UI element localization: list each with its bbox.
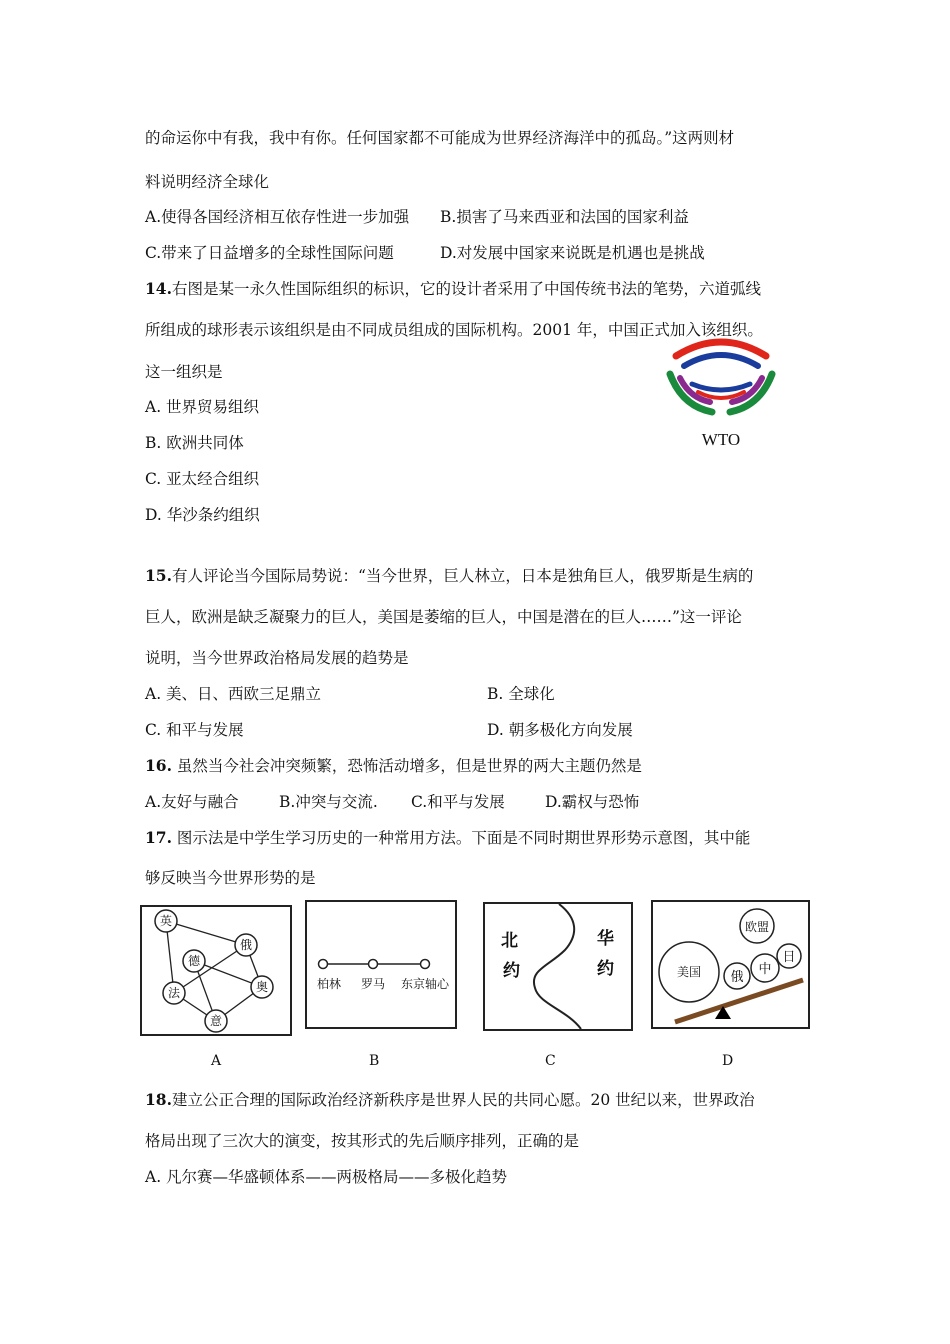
q17-stem-text-1: 图示法是中学生学习历史的一种常用方法。下面是不同时期世界形势示意图，其中能 [171, 829, 751, 847]
figure-a-node-austria: 奥 [255, 980, 269, 994]
q16-option-d: D.霸权与恐怖 [545, 793, 640, 811]
q16-option-c: C.和平与发展 [411, 793, 505, 811]
figure-a [140, 905, 292, 1036]
q18-stem-text-1: 建立公正合理的国际政治经济新秩序是世界人民的共同心愿。20 世纪以来，世界政治 [171, 1091, 755, 1109]
q15-option-b: B. 全球化 [487, 685, 555, 703]
q14-number: 14. [145, 279, 172, 298]
figure-b-tokyo-axis: 东京轴心 [400, 977, 450, 991]
q15-option-d: D. 朝多极化方向发展 [487, 721, 633, 739]
figure-c-label: C [545, 1053, 556, 1069]
figure-d-usa: 美国 [676, 965, 702, 979]
q15-stem-line-1 [145, 564, 753, 586]
q14-stem-line-2: 所组成的球形表示该组织是由不同成员组成的国际机构。2001 年，中国正式加入该组织。 [145, 321, 763, 339]
q16-option-a: A.友好与融合 [145, 793, 239, 811]
figure-c [483, 902, 633, 1031]
q16-stem-line-1 [145, 754, 642, 776]
figure-a-node-russia: 俄 [239, 938, 253, 952]
q15-option-c: C. 和平与发展 [145, 721, 244, 739]
figure-d-diagram [653, 902, 808, 1027]
figure-d-china: 中 [758, 962, 772, 977]
q14-option-a: A. 世界贸易组织 [145, 398, 260, 416]
figure-d-japan: 日 [782, 950, 796, 965]
figure-d [651, 900, 810, 1029]
figure-b [305, 900, 457, 1029]
q18-stem-line-2: 格局出现了三次大的演变，按其形式的先后顺序排列，正确的是 [145, 1132, 580, 1150]
q13-stem-line-2: 料说明经济全球化 [145, 173, 270, 191]
figure-a-node-france: 法 [167, 986, 181, 1000]
q15-stem-line-2: 巨人，欧洲是缺乏凝聚力的巨人，美国是萎缩的巨人，中国是潜在的巨人……”这一评论 [145, 608, 742, 626]
q14-stem-text-1: 右图是某一永久性国际组织的标识，它的设计者采用了中国传统书法的笔势，六道弧线 [171, 280, 761, 298]
q13-option-c: C.带来了日益增多的全球性国际问题 [145, 244, 394, 262]
q15-stem-line-3: 说明，当今世界政治格局发展的趋势是 [145, 649, 409, 667]
q17-number: 17. [145, 828, 172, 847]
figure-b-diagram [307, 902, 455, 1027]
figure-d-eu: 欧盟 [744, 920, 770, 934]
figure-a-node-italy: 意 [209, 1014, 223, 1028]
figure-a-node-germany: 德 [187, 954, 201, 968]
q14-option-c: C. 亚太经合组织 [145, 470, 260, 488]
q14-stem-line-1 [145, 277, 761, 299]
q18-option-a: A. 凡尔赛—华盛顿体系——两极格局——多极化趋势 [145, 1168, 508, 1186]
q15-stem-text-1: 有人评论当今国际局势说：“当今世界，巨人林立，日本是独角巨人，俄罗斯是生病的 [171, 567, 754, 585]
q13-option-a: A.使得各国经济相互依存性进一步加强 [145, 208, 410, 226]
q17-stem-line-1 [145, 826, 750, 848]
figure-c-left-top: 北 [501, 931, 518, 951]
q18-stem-line-1 [145, 1088, 755, 1110]
q13-option-d: D.对发展中国家来说既是机遇也是挑战 [440, 244, 705, 262]
q18-number: 18. [145, 1090, 172, 1109]
q14-option-b: B. 欧洲共同体 [145, 434, 244, 452]
figure-c-right-bottom: 约 [597, 959, 614, 979]
figure-a-node-uk: 英 [159, 914, 173, 928]
figure-a-label: A [211, 1053, 222, 1069]
figure-d-russia: 俄 [730, 970, 744, 985]
q14-stem-line-3: 这一组织是 [145, 363, 223, 381]
q16-option-b: B.冲突与交流. [279, 793, 378, 811]
q15-option-a: A. 美、日、西欧三足鼎立 [145, 685, 322, 703]
q16-number: 16. [145, 756, 172, 775]
figure-c-diagram [485, 904, 631, 1029]
q17-stem-line-2: 够反映当今世界形势的是 [145, 869, 316, 887]
figure-b-berlin: 柏林 [316, 977, 342, 991]
q13-option-b: B.损害了马来西亚和法国的国家利益 [440, 208, 689, 226]
q13-stem-line-1: 的命运你中有我，我中有你。任何国家都不可能成为世界经济海洋中的孤岛。”这两则材 [145, 129, 735, 147]
figure-d-label: D [722, 1053, 734, 1069]
wto-logo-text: WTO [701, 430, 741, 449]
figure-c-right-top: 华 [597, 929, 614, 949]
q15-number: 15. [145, 566, 172, 585]
figure-c-left-bottom: 约 [503, 961, 520, 981]
figure-a-diagram [142, 907, 290, 1034]
q16-stem-text-1: 虽然当今社会冲突频繁，恐怖活动增多，但是世界的两大主题仍然是 [171, 757, 642, 775]
wto-logo [662, 334, 780, 454]
q14-option-d: D. 华沙条约组织 [145, 506, 260, 524]
figure-b-label: B [369, 1053, 380, 1069]
figure-b-rome: 罗马 [360, 977, 386, 991]
